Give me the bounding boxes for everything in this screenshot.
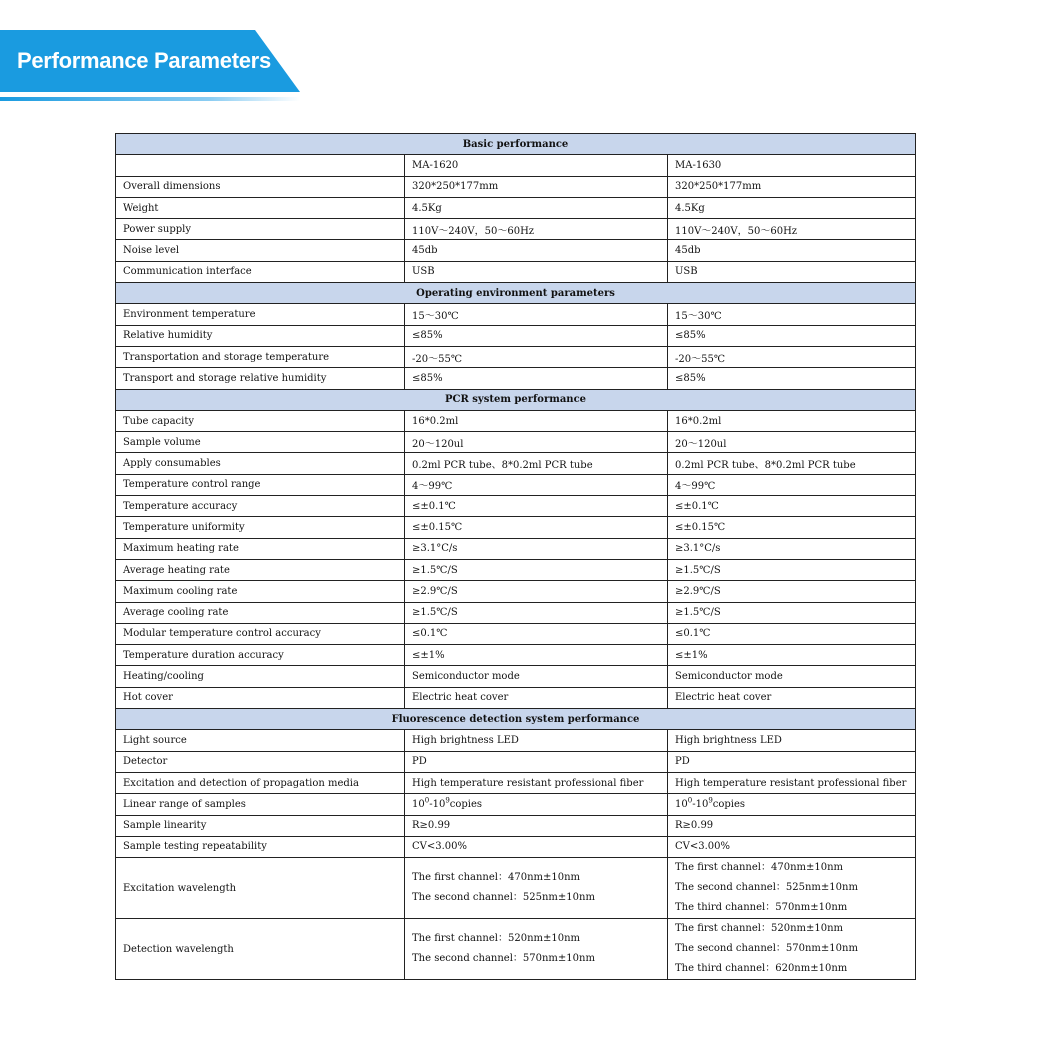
row-value-1630 xyxy=(668,919,916,980)
row-value-1630: 110V～240V，50～60Hz xyxy=(668,219,916,240)
row-label: Light source xyxy=(116,730,405,751)
row-label: Weight xyxy=(116,197,405,218)
table-row xyxy=(116,155,916,176)
row-value-1630: R≥0.99 xyxy=(668,815,916,836)
row-label: Modular temperature control accuracy xyxy=(116,623,405,644)
row-value-1630: ≥1.5℃/S xyxy=(668,602,916,623)
spec-table xyxy=(115,133,916,980)
header-underline xyxy=(0,97,300,101)
row-value-1620 xyxy=(405,919,668,980)
row-value-1630: USB xyxy=(668,261,916,282)
model-header-1630: MA-1630 xyxy=(668,155,916,176)
row-label: Apply consumables xyxy=(116,453,405,474)
row-value-1630: 20～120ul xyxy=(668,432,916,453)
row-label: Temperature control range xyxy=(116,474,405,495)
row-label: Heating/cooling xyxy=(116,666,405,687)
table-row xyxy=(116,474,916,495)
table-row xyxy=(116,815,916,836)
page-title: Performance Parameters xyxy=(17,48,271,73)
model-header-1620: MA-1620 xyxy=(405,155,668,176)
row-value-1630: High temperature resistant professional fiber xyxy=(668,772,916,793)
linear-sep: -10 xyxy=(692,798,709,810)
row-label: Sample linearity xyxy=(116,815,405,836)
row-value-1630: 4.5Kg xyxy=(668,197,916,218)
linear-exp-high: 9 xyxy=(708,796,713,805)
row-value-1620: ≤±0.15℃ xyxy=(405,517,668,538)
row-value-1620: 4～99℃ xyxy=(405,474,668,495)
table-row xyxy=(116,687,916,708)
channel-line: The first channel：520nm±10nm xyxy=(412,933,581,945)
row-value-1620: PD xyxy=(405,751,668,772)
section-header xyxy=(116,709,916,730)
row-value-1630: Electric heat cover xyxy=(668,687,916,708)
row-label: Detection wavelength xyxy=(116,919,405,980)
row-value-1620: ≥1.5℃/S xyxy=(405,559,668,580)
table-row xyxy=(116,559,916,580)
row-value-1630: 320*250*177mm xyxy=(668,176,916,197)
section-header xyxy=(116,283,916,304)
table-row xyxy=(116,517,916,538)
channel-line: The third channel：620nm±10nm xyxy=(675,963,848,975)
row-value-1630: High brightness LED xyxy=(668,730,916,751)
row-value-1630: ≤85% xyxy=(668,325,916,346)
table-row xyxy=(116,496,916,517)
table-row xyxy=(116,794,916,815)
linear-exp-low: 0 xyxy=(687,796,693,805)
table-row xyxy=(116,858,916,919)
table-row xyxy=(116,197,916,218)
row-value-1620: ≤±0.1℃ xyxy=(405,496,668,517)
row-value-1630: PD xyxy=(668,751,916,772)
channel-line: The third channel：570nm±10nm xyxy=(675,902,848,914)
table-row xyxy=(116,410,916,431)
row-label: Environment temperature xyxy=(116,304,405,325)
table-row xyxy=(116,219,916,240)
row-label: Temperature accuracy xyxy=(116,496,405,517)
linear-exp-low: 0 xyxy=(424,796,430,805)
row-value-1620: 0.2ml PCR tube、8*0.2ml PCR tube xyxy=(405,453,668,474)
row-value-1620: ≤85% xyxy=(405,368,668,389)
row-label: Average cooling rate xyxy=(116,602,405,623)
table-row xyxy=(116,368,916,389)
linear-exp-high: 9 xyxy=(445,796,450,805)
row-value-1630: ≥1.5℃/S xyxy=(668,559,916,580)
section-header xyxy=(116,389,916,410)
row-value-1630: ≤0.1℃ xyxy=(668,623,916,644)
row-label: Communication interface xyxy=(116,261,405,282)
table-row xyxy=(116,538,916,559)
row-label: Excitation wavelength xyxy=(116,858,405,919)
channel-line: The first channel：520nm±10nm xyxy=(675,923,844,935)
row-label: Maximum heating rate xyxy=(116,538,405,559)
row-value-1630: 16*0.2ml xyxy=(668,410,916,431)
table-row xyxy=(116,666,916,687)
row-value-1620: Electric heat cover xyxy=(405,687,668,708)
row-label: Linear range of samples xyxy=(116,794,405,815)
row-label: Sample testing repeatability xyxy=(116,836,405,857)
table-row xyxy=(116,602,916,623)
section-title: PCR system performance xyxy=(116,389,916,410)
row-value-1620: ≥2.9℃/S xyxy=(405,581,668,602)
row-value-1620 xyxy=(405,858,668,919)
row-value-1620: ≤85% xyxy=(405,325,668,346)
table-row xyxy=(116,751,916,772)
row-label xyxy=(116,155,405,176)
row-label: Hot cover xyxy=(116,687,405,708)
row-value-1620: ≤±1% xyxy=(405,645,668,666)
row-value-1630: 45db xyxy=(668,240,916,261)
row-label: Maximum cooling rate xyxy=(116,581,405,602)
channel-line: The second channel：570nm±10nm xyxy=(412,953,595,965)
table-row xyxy=(116,772,916,793)
row-label: Average heating rate xyxy=(116,559,405,580)
table-row xyxy=(116,304,916,325)
row-value-1620: -20～55℃ xyxy=(405,346,668,367)
row-value-1620: High brightness LED xyxy=(405,730,668,751)
table-row xyxy=(116,453,916,474)
table-row xyxy=(116,623,916,644)
row-value-1630: 0.2ml PCR tube、8*0.2ml PCR tube xyxy=(668,453,916,474)
row-label: Temperature duration accuracy xyxy=(116,645,405,666)
channel-line: The first channel：470nm±10nm xyxy=(675,862,844,874)
row-value-1630 xyxy=(668,858,916,919)
channel-line: The second channel：525nm±10nm xyxy=(412,892,595,904)
row-value-1620: 4.5Kg xyxy=(405,197,668,218)
row-value-1630: ≤±1% xyxy=(668,645,916,666)
row-label: Power supply xyxy=(116,219,405,240)
row-label: Noise level xyxy=(116,240,405,261)
channel-line: The second channel：570nm±10nm xyxy=(675,943,858,955)
row-value-1630: Semiconductor mode xyxy=(668,666,916,687)
row-value-1630: 15～30℃ xyxy=(668,304,916,325)
row-value-1620: 20～120ul xyxy=(405,432,668,453)
channel-line: The second channel：525nm±10nm xyxy=(675,882,858,894)
row-value-1630 xyxy=(668,794,916,815)
row-value-1620: R≥0.99 xyxy=(405,815,668,836)
table-row xyxy=(116,325,916,346)
row-value-1620: ≤0.1℃ xyxy=(405,623,668,644)
row-value-1630: ≥3.1°C/s xyxy=(668,538,916,559)
row-value-1620: 320*250*177mm xyxy=(405,176,668,197)
section-title: Fluorescence detection system performance xyxy=(116,709,916,730)
table-row xyxy=(116,240,916,261)
table-row xyxy=(116,730,916,751)
linear-base: 10 xyxy=(412,798,425,810)
row-value-1620: 110V～240V，50～60Hz xyxy=(405,219,668,240)
row-value-1620: ≥3.1°C/s xyxy=(405,538,668,559)
row-value-1620: ≥1.5℃/S xyxy=(405,602,668,623)
row-value-1630: ≥2.9℃/S xyxy=(668,581,916,602)
channel-line: The first channel：470nm±10nm xyxy=(412,872,581,884)
row-value-1630: -20～55℃ xyxy=(668,346,916,367)
linear-sep: -10 xyxy=(429,798,446,810)
section-header xyxy=(116,134,916,155)
row-value-1620: 15～30℃ xyxy=(405,304,668,325)
table-row xyxy=(116,432,916,453)
row-label: Detector xyxy=(116,751,405,772)
row-label: Temperature uniformity xyxy=(116,517,405,538)
row-label: Overall dimensions xyxy=(116,176,405,197)
row-value-1630: CV<3.00% xyxy=(668,836,916,857)
row-value-1630: ≤±0.15℃ xyxy=(668,517,916,538)
row-label: Sample volume xyxy=(116,432,405,453)
row-label: Relative humidity xyxy=(116,325,405,346)
linear-unit: copies xyxy=(449,798,483,810)
row-label: Tube capacity xyxy=(116,410,405,431)
row-value-1620: High temperature resistant professional fiber xyxy=(405,772,668,793)
row-value-1620: 45db xyxy=(405,240,668,261)
table-row xyxy=(116,645,916,666)
row-value-1620: 16*0.2ml xyxy=(405,410,668,431)
table-row xyxy=(116,261,916,282)
table-row xyxy=(116,176,916,197)
row-value-1620: USB xyxy=(405,261,668,282)
row-value-1630: ≤85% xyxy=(668,368,916,389)
table-row xyxy=(116,581,916,602)
table-row xyxy=(116,836,916,857)
linear-unit: copies xyxy=(712,798,746,810)
row-value-1620: CV<3.00% xyxy=(405,836,668,857)
row-label: Transport and storage relative humidity xyxy=(116,368,405,389)
table-row xyxy=(116,919,916,980)
table-row xyxy=(116,346,916,367)
linear-base: 10 xyxy=(675,798,688,810)
row-value-1620 xyxy=(405,794,668,815)
section-title: Operating environment parameters xyxy=(116,283,916,304)
row-label: Transportation and storage temperature xyxy=(116,346,405,367)
row-value-1630: 4～99℃ xyxy=(668,474,916,495)
row-value-1620: Semiconductor mode xyxy=(405,666,668,687)
section-title: Basic performance xyxy=(116,134,916,155)
row-value-1630: ≤±0.1℃ xyxy=(668,496,916,517)
row-label: Excitation and detection of propagation media xyxy=(116,772,405,793)
